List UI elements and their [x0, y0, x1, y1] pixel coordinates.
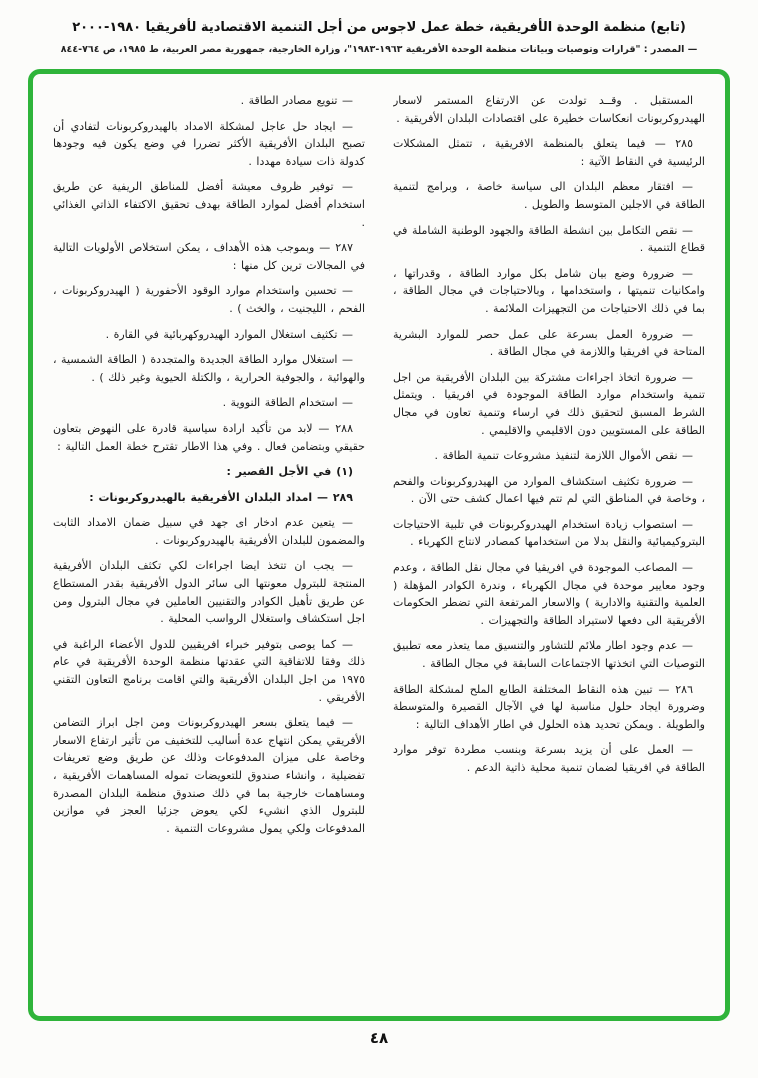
page-number: ٤٨	[369, 1029, 389, 1047]
paragraph: — نقص الأموال اللازمة لتنفيذ مشروعات تنمية الطاقة .	[434, 449, 693, 463]
paragraph: — العمل على أن يزيد بسرعة وبنسب مطردة توفر موارد الطاقة في افريقيا لضمان تنمية محلية ذاتية الدعم .	[393, 743, 705, 774]
paragraph: — كما يوصى بتوفير خبراء افريقيين للدول الأعضاء الراغبة في ذلك وفقا للاتفاقية التي عقدتها منظمة الوحدة الأفريقية في عام ١٩٧٥ من اجل البلدان الأفريقية والتي اقامت برنامج التعاون التقني الأفريقي .	[53, 637, 365, 704]
paragraph: ٢٨٥ — فيما يتعلق بالمنظمة الافريقية ، تتمثل المشكلات الرئيسية في النقاط الآتية :	[393, 137, 705, 168]
column-left	[53, 92, 365, 998]
paragraph: — توفير ظروف معيشة أفضل للمناطق الريفية عن طريق استخدام أفضل لموارد الطاقة بهدف تحقيق الاكتفاء الذاتي الغذائي .	[53, 180, 365, 229]
text-columns	[53, 92, 705, 998]
document-title: (تابع) منظمة الوحدة الأفريقية، خطة عمل لاجوس من أجل التنمية الاقتصادية لأفريقيا ١٩٨٠-٢٠٠٠	[72, 20, 686, 35]
paragraph: — تحسين واستخدام موارد الوقود الأحفورية ( الهيدروكربونات ، الفحم ، الليجنيت ، والخث ) .	[53, 284, 365, 315]
paragraph: — ضرورة تكثيف استكشاف الموارد من الهيدروكربونات والفحم ، وخاصة في المناطق التي لم تتم فيها اعمال كشف حتى الآن .	[393, 474, 705, 506]
column-right	[393, 92, 705, 998]
paragraph: المستقبل . وقــد تولدت عن الارتفاع المستمر لاسعار الهيدروكربونات انعكاسات خطيرة على اقتصادات البلدان الأفريقية .	[393, 94, 705, 125]
paragraph: — ضرورة وضع بيان شامل بكل موارد الطاقة ، وقدراتها ، وامكانيات تنميتها ، واستخدامها ، وبالاحتياجات في مجال الطاقة ، بما في ذلك الاحتياجات من التجهيزات الملائمة .	[393, 266, 705, 315]
source-line: — المصدر : "قرارات وتوصيات وبيانات منظمة الوحدة الأفريقية ١٩٦٣-١٩٨٣"، وزارة الخارجية، جمهورية مصر العربية، ط ١٩٨٥، ص ٧٦٤-٨٤٤	[60, 44, 698, 55]
paragraph: — تنويع مصادر الطاقة .	[240, 94, 353, 107]
paragraph: — يجب ان تتخذ ايضا اجراءات لكي تكثف البلدان الأفريقية المنتجة للبترول معونتها الى سائر الدول الأفريقية بقدر المستطاع عن طريق تأهيل الكوادر والتقنيين العاملين في مجال البترول ومن اجل استكشاف واستغلال الرواسب المحلية .	[53, 559, 365, 626]
paragraph: ٢٨٩ — امداد البلدان الأفريقية بالهيدروكربونات :	[89, 490, 353, 504]
paragraph: ٢٨٦ — تبين هذه النقاط المختلفة الطابع الملح لمشكلة الطاقة وضرورة ايجاد حلول مناسبة لها في الآجال القصيرة والمتوسطة والطويلة . ويمكن تحديد هذه الحلول في اطار الأهداف التالية :	[393, 682, 705, 731]
paragraph: — نقص التكامل بين انشطة الطاقة والجهود الوطنية الشاملة في قطاع التنمية .	[393, 223, 705, 255]
paragraph: — ضرورة اتخاذ اجراءات مشتركة بين البلدان الأفريقية من اجل تنمية واستخدام موارد الطاقة الموجودة في افريقيا . ويتمثل الشرط المسبق لتحقيق ذلك في ارساء وتنمية تعاون في مجال الطاقة على المستويين دون الاقليمي والاقليمي .	[393, 370, 705, 437]
paragraph: — عدم وجود اطار ملائم للتشاور والتنسيق مما يتعذر معه تطبيق التوصيات التي اتخذتها الاجتماعات السابقة في مجال الطاقة .	[393, 639, 705, 671]
page-footer	[0, 1029, 758, 1047]
paragraph: — استغلال موارد الطاقة الجديدة والمتجددة ( الطاقة الشمسية ، والهوائية ، والجوفية الحرارية ، والكتلة الحيوية وغير ذلك ) .	[53, 353, 365, 384]
paragraph: ٢٨٨ — لابد من تأكيد ارادة سياسية قادرة على النهوض بتعاون حقيقي وبتضامن فعال . وفي هذا الاطار تقترح خطة العمل التالية :	[53, 421, 365, 453]
content-frame	[28, 69, 730, 1021]
document-header	[0, 0, 758, 55]
paragraph: (١) في الأجل القصير :	[226, 465, 353, 479]
paragraph: — تكثيف استغلال الموارد الهيدروكهربائية في القارة .	[105, 327, 353, 341]
paragraph: — المصاعب الموجودة في افريقيا في مجال نقل الطاقة ، وعدم وجود معايير موحدة في مجال الكهرباء ، وندرة الكوادر المؤهلة ( العلمية والتقنية والادارية ) والاسعار المرتفعة التي تضطر الحكومات الأفريقية الى دفعها لاستيراد الطاقة والتجهيزات .	[393, 561, 705, 627]
paragraph: — افتقار معظم البلدان الى سياسة خاصة ، وبرامج لتنمية الطاقة في الاجلين المتوسط والطويل .	[393, 180, 705, 211]
paragraph: — ضرورة العمل بسرعة على عمل حصر للموارد البشرية المتاحة في افريقيا واللازمة في مجال الطاقة .	[393, 327, 705, 359]
paragraph: ٢٨٧ — وبموجب هذه الأهداف ، يمكن استخلاص الأولويات التالية في المجالات ترين كل منها :	[53, 241, 365, 272]
paragraph: — استصواب زيادة استخدام الهيدروكربونات في تلبية الاحتياجات البتروكيميائية والنقل بدلا من استخدامها كمصادر لانتاج الكهرباء .	[393, 517, 705, 549]
paragraph: — استخدام الطاقة النووية .	[222, 396, 353, 410]
paragraph: — فيما يتعلق بسعر الهيدروكربونات ومن اجل ابراز التضامن الأفريقي يمكن انتهاج عدة أساليب للتخفيف من تأثير ارتفاع الاسعار وخاصة على ميزان المدفوعات وذلك عن طريق وضع تعريفات تفضيلية ، وانشاء صندوق للتعويضات تموله المساهمات الأفريقية ، ومساهمات خارجية بما في ذلك صندوق منظمة البلدان المصدرة للبترول الذي انشيء لكي يعوض جزئيا العجز في موازين المدفوعات ولكي يمول مشروعات التنمية .	[53, 716, 365, 835]
paragraph: — يتعين عدم ادخار اى جهد في سبيل ضمان الامداد الثابت والمضمون للبلدان الأفريقية بالهيدروكربونات .	[53, 516, 365, 547]
paragraph: — ايجاد حل عاجل لمشكلة الامداد بالهيدروكربونات لتفادي أن تصبح البلدان الأفريقية الأكثر تضررا في وضع يكون فيه وجودها كدولة ذات سيادة مهددا .	[53, 119, 365, 168]
